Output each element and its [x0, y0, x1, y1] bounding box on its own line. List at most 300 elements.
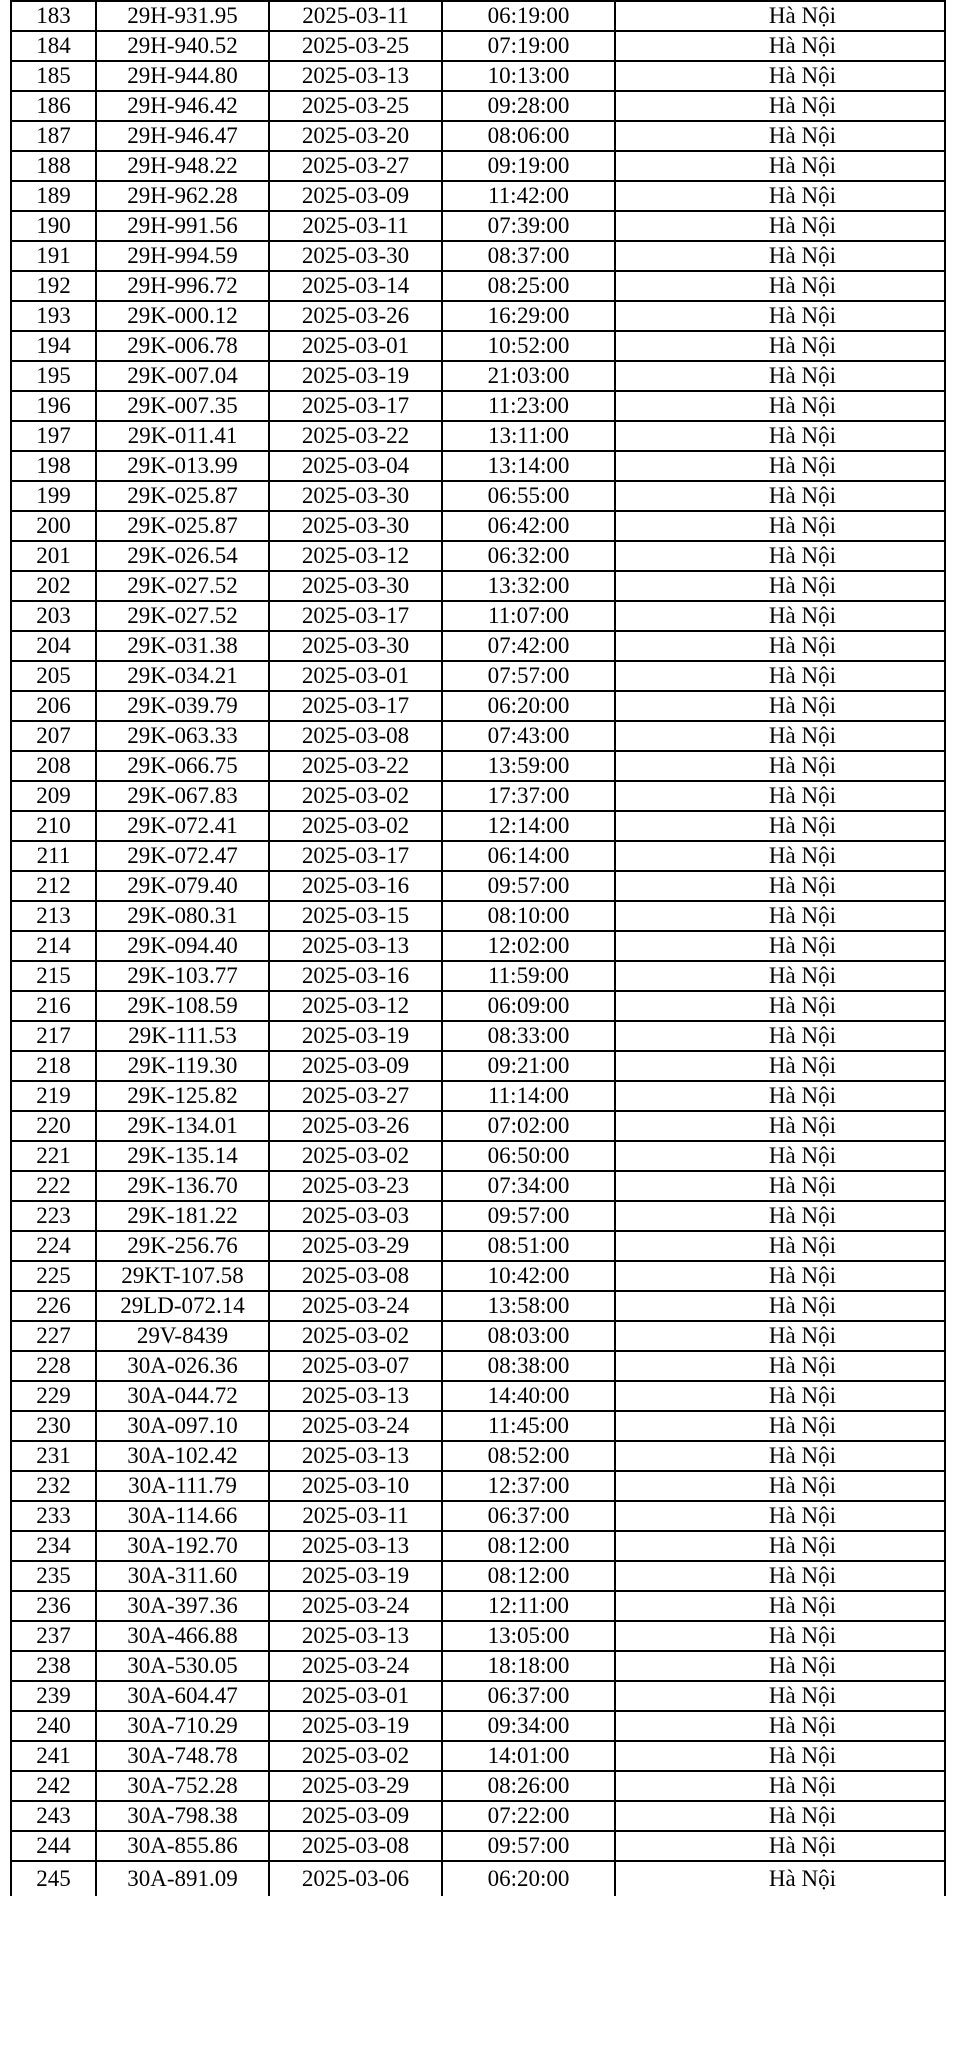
cell-city: Hà Nội — [615, 1141, 945, 1171]
cell-plate: 29K-025.87 — [96, 481, 269, 511]
cell-index: 225 — [11, 1261, 96, 1291]
cell-index: 195 — [11, 361, 96, 391]
cell-index: 205 — [11, 661, 96, 691]
cell-city: Hà Nội — [615, 1381, 945, 1411]
cell-index: 209 — [11, 781, 96, 811]
cell-time: 17:37:00 — [442, 781, 615, 811]
cell-plate: 29H-991.56 — [96, 211, 269, 241]
cell-plate: 29LD-072.14 — [96, 1291, 269, 1321]
table-row — [11, 1801, 945, 1831]
cell-time: 13:14:00 — [442, 451, 615, 481]
cell-index: 204 — [11, 631, 96, 661]
cell-date: 2025-03-13 — [269, 1381, 442, 1411]
cell-index: 217 — [11, 1021, 96, 1051]
table-row — [11, 1831, 945, 1861]
cell-plate: 30A-097.10 — [96, 1411, 269, 1441]
cell-plate: 29K-013.99 — [96, 451, 269, 481]
cell-date: 2025-03-03 — [269, 1201, 442, 1231]
cell-index: 187 — [11, 121, 96, 151]
cell-date: 2025-03-30 — [269, 481, 442, 511]
cell-date: 2025-03-22 — [269, 421, 442, 451]
cell-date: 2025-03-22 — [269, 751, 442, 781]
cell-city: Hà Nội — [615, 1051, 945, 1081]
cell-city: Hà Nội — [615, 1711, 945, 1741]
cell-plate: 30A-604.47 — [96, 1681, 269, 1711]
cell-time: 13:05:00 — [442, 1621, 615, 1651]
cell-plate: 29H-994.59 — [96, 241, 269, 271]
cell-time: 12:11:00 — [442, 1591, 615, 1621]
cell-plate: 30A-111.79 — [96, 1471, 269, 1501]
cell-plate: 29K-072.41 — [96, 811, 269, 841]
cell-city: Hà Nội — [615, 1231, 945, 1261]
cell-index: 206 — [11, 691, 96, 721]
cell-city: Hà Nội — [615, 1591, 945, 1621]
cell-time: 08:33:00 — [442, 1021, 615, 1051]
cell-time: 10:13:00 — [442, 61, 615, 91]
cell-index: 215 — [11, 961, 96, 991]
cell-time: 09:34:00 — [442, 1711, 615, 1741]
cell-date: 2025-03-29 — [269, 1771, 442, 1801]
cell-plate: 30A-102.42 — [96, 1441, 269, 1471]
cell-time: 13:32:00 — [442, 571, 615, 601]
cell-plate: 30A-397.36 — [96, 1591, 269, 1621]
cell-date: 2025-03-02 — [269, 781, 442, 811]
cell-plate: 30A-752.28 — [96, 1771, 269, 1801]
table-body — [11, 1, 945, 1896]
table-row — [11, 1441, 945, 1471]
cell-city: Hà Nội — [615, 1201, 945, 1231]
table-row — [11, 1351, 945, 1381]
cell-city: Hà Nội — [615, 931, 945, 961]
cell-city: Hà Nội — [615, 151, 945, 181]
cell-time: 07:42:00 — [442, 631, 615, 661]
cell-city: Hà Nội — [615, 451, 945, 481]
cell-plate: 29K-135.14 — [96, 1141, 269, 1171]
table-row — [11, 781, 945, 811]
cell-city: Hà Nội — [615, 991, 945, 1021]
cell-index: 234 — [11, 1531, 96, 1561]
cell-time: 09:57:00 — [442, 871, 615, 901]
cell-time: 07:19:00 — [442, 31, 615, 61]
cell-index: 223 — [11, 1201, 96, 1231]
cell-date: 2025-03-25 — [269, 91, 442, 121]
table-row — [11, 721, 945, 751]
cell-city: Hà Nội — [615, 1681, 945, 1711]
cell-city: Hà Nội — [615, 841, 945, 871]
cell-index: 216 — [11, 991, 96, 1021]
cell-city: Hà Nội — [615, 721, 945, 751]
cell-index: 232 — [11, 1471, 96, 1501]
cell-city: Hà Nội — [615, 901, 945, 931]
cell-index: 185 — [11, 61, 96, 91]
cell-date: 2025-03-14 — [269, 271, 442, 301]
cell-index: 188 — [11, 151, 96, 181]
cell-time: 09:28:00 — [442, 91, 615, 121]
table-row — [11, 1621, 945, 1651]
cell-time: 08:37:00 — [442, 241, 615, 271]
cell-date: 2025-03-09 — [269, 181, 442, 211]
cell-date: 2025-03-11 — [269, 1, 442, 31]
cell-time: 08:25:00 — [442, 271, 615, 301]
cell-city: Hà Nội — [615, 271, 945, 301]
cell-time: 08:12:00 — [442, 1561, 615, 1591]
cell-date: 2025-03-13 — [269, 61, 442, 91]
cell-date: 2025-03-07 — [269, 1351, 442, 1381]
cell-city: Hà Nội — [615, 1321, 945, 1351]
cell-time: 07:02:00 — [442, 1111, 615, 1141]
cell-city: Hà Nội — [615, 391, 945, 421]
table-row — [11, 121, 945, 151]
cell-time: 06:09:00 — [442, 991, 615, 1021]
table-row — [11, 961, 945, 991]
cell-plate: 29K-026.54 — [96, 541, 269, 571]
table-row — [11, 181, 945, 211]
cell-index: 203 — [11, 601, 96, 631]
cell-plate: 29H-940.52 — [96, 31, 269, 61]
cell-date: 2025-03-08 — [269, 721, 442, 751]
cell-city: Hà Nội — [615, 1171, 945, 1201]
cell-city: Hà Nội — [615, 1621, 945, 1651]
table-row — [11, 1711, 945, 1741]
cell-index: 233 — [11, 1501, 96, 1531]
cell-date: 2025-03-09 — [269, 1051, 442, 1081]
cell-time: 18:18:00 — [442, 1651, 615, 1681]
cell-time: 06:55:00 — [442, 481, 615, 511]
table-row — [11, 841, 945, 871]
table-row — [11, 991, 945, 1021]
cell-city: Hà Nội — [615, 751, 945, 781]
cell-city: Hà Nội — [615, 871, 945, 901]
table-row — [11, 61, 945, 91]
cell-plate: 29K-025.87 — [96, 511, 269, 541]
cell-plate: 29K-007.35 — [96, 391, 269, 421]
cell-date: 2025-03-17 — [269, 841, 442, 871]
cell-city: Hà Nội — [615, 91, 945, 121]
cell-city: Hà Nội — [615, 1441, 945, 1471]
cell-plate: 30A-192.70 — [96, 1531, 269, 1561]
cell-time: 08:06:00 — [442, 121, 615, 151]
cell-time: 08:26:00 — [442, 1771, 615, 1801]
cell-plate: 29V-8439 — [96, 1321, 269, 1351]
cell-time: 08:52:00 — [442, 1441, 615, 1471]
violations-table — [10, 0, 946, 1896]
table-row — [11, 1261, 945, 1291]
cell-index: 207 — [11, 721, 96, 751]
cell-index: 227 — [11, 1321, 96, 1351]
cell-city: Hà Nội — [615, 1651, 945, 1681]
cell-date: 2025-03-08 — [269, 1831, 442, 1861]
cell-time: 11:23:00 — [442, 391, 615, 421]
cell-city: Hà Nội — [615, 121, 945, 151]
cell-date: 2025-03-29 — [269, 1231, 442, 1261]
table-row — [11, 1141, 945, 1171]
cell-date: 2025-03-09 — [269, 1801, 442, 1831]
cell-index: 189 — [11, 181, 96, 211]
cell-time: 21:03:00 — [442, 361, 615, 391]
cell-city: Hà Nội — [615, 781, 945, 811]
cell-index: 220 — [11, 1111, 96, 1141]
cell-plate: 30A-748.78 — [96, 1741, 269, 1771]
cell-time: 11:45:00 — [442, 1411, 615, 1441]
table-row — [11, 751, 945, 781]
cell-date: 2025-03-19 — [269, 361, 442, 391]
cell-time: 06:19:00 — [442, 1, 615, 31]
cell-plate: 29H-946.42 — [96, 91, 269, 121]
cell-plate: 30A-891.09 — [96, 1861, 269, 1896]
table-row — [11, 1081, 945, 1111]
table-row — [11, 1231, 945, 1261]
cell-date: 2025-03-19 — [269, 1021, 442, 1051]
cell-date: 2025-03-01 — [269, 661, 442, 691]
table-row — [11, 1021, 945, 1051]
cell-city: Hà Nội — [615, 1501, 945, 1531]
table-row — [11, 631, 945, 661]
cell-index: 197 — [11, 421, 96, 451]
cell-date: 2025-03-30 — [269, 241, 442, 271]
cell-date: 2025-03-19 — [269, 1711, 442, 1741]
cell-date: 2025-03-13 — [269, 1441, 442, 1471]
table-row — [11, 271, 945, 301]
cell-time: 13:11:00 — [442, 421, 615, 451]
cell-time: 13:58:00 — [442, 1291, 615, 1321]
cell-time: 10:42:00 — [442, 1261, 615, 1291]
cell-city: Hà Nội — [615, 1111, 945, 1141]
cell-city: Hà Nội — [615, 301, 945, 331]
cell-index: 218 — [11, 1051, 96, 1081]
cell-time: 10:52:00 — [442, 331, 615, 361]
cell-plate: 29H-944.80 — [96, 61, 269, 91]
cell-plate: 29K-063.33 — [96, 721, 269, 751]
cell-index: 212 — [11, 871, 96, 901]
table-row — [11, 1741, 945, 1771]
cell-time: 14:40:00 — [442, 1381, 615, 1411]
table-row — [11, 871, 945, 901]
cell-time: 12:14:00 — [442, 811, 615, 841]
cell-index: 221 — [11, 1141, 96, 1171]
cell-index: 192 — [11, 271, 96, 301]
cell-date: 2025-03-27 — [269, 1081, 442, 1111]
cell-index: 239 — [11, 1681, 96, 1711]
table-row — [11, 1, 945, 31]
cell-date: 2025-03-19 — [269, 1561, 442, 1591]
cell-plate: 29H-996.72 — [96, 271, 269, 301]
cell-time: 09:57:00 — [442, 1201, 615, 1231]
cell-city: Hà Nội — [615, 1411, 945, 1441]
cell-time: 11:07:00 — [442, 601, 615, 631]
cell-time: 09:57:00 — [442, 1831, 615, 1861]
cell-city: Hà Nội — [615, 421, 945, 451]
table-row — [11, 1531, 945, 1561]
table-row — [11, 211, 945, 241]
cell-city: Hà Nội — [615, 661, 945, 691]
table-row — [11, 1771, 945, 1801]
cell-city: Hà Nội — [615, 1291, 945, 1321]
cell-index: 214 — [11, 931, 96, 961]
cell-date: 2025-03-27 — [269, 151, 442, 181]
table-row — [11, 481, 945, 511]
table-row — [11, 1171, 945, 1201]
cell-time: 07:43:00 — [442, 721, 615, 751]
cell-city: Hà Nội — [615, 241, 945, 271]
cell-date: 2025-03-26 — [269, 301, 442, 331]
cell-time: 07:34:00 — [442, 1171, 615, 1201]
cell-plate: 29H-931.95 — [96, 1, 269, 31]
cell-plate: 29K-006.78 — [96, 331, 269, 361]
cell-index: 202 — [11, 571, 96, 601]
cell-city: Hà Nội — [615, 811, 945, 841]
table-row — [11, 1051, 945, 1081]
cell-time: 12:37:00 — [442, 1471, 615, 1501]
cell-plate: 29K-000.12 — [96, 301, 269, 331]
cell-plate: 29H-946.47 — [96, 121, 269, 151]
cell-date: 2025-03-10 — [269, 1471, 442, 1501]
cell-date: 2025-03-01 — [269, 1681, 442, 1711]
cell-plate: 29K-136.70 — [96, 1171, 269, 1201]
cell-date: 2025-03-13 — [269, 931, 442, 961]
table-row — [11, 151, 945, 181]
table-row — [11, 1681, 945, 1711]
cell-index: 224 — [11, 1231, 96, 1261]
cell-date: 2025-03-26 — [269, 1111, 442, 1141]
cell-city: Hà Nội — [615, 601, 945, 631]
cell-city: Hà Nội — [615, 1801, 945, 1831]
cell-date: 2025-03-24 — [269, 1591, 442, 1621]
cell-plate: 29K-039.79 — [96, 691, 269, 721]
cell-date: 2025-03-02 — [269, 1141, 442, 1171]
cell-index: 235 — [11, 1561, 96, 1591]
cell-index: 237 — [11, 1621, 96, 1651]
table-row — [11, 91, 945, 121]
table-row — [11, 1501, 945, 1531]
cell-index: 184 — [11, 31, 96, 61]
table-row — [11, 1321, 945, 1351]
cell-time: 06:42:00 — [442, 511, 615, 541]
cell-city: Hà Nội — [615, 1021, 945, 1051]
cell-plate: 29K-103.77 — [96, 961, 269, 991]
cell-index: 186 — [11, 91, 96, 121]
cell-time: 08:38:00 — [442, 1351, 615, 1381]
table-row — [11, 511, 945, 541]
table-row — [11, 1591, 945, 1621]
cell-city: Hà Nội — [615, 61, 945, 91]
cell-index: 229 — [11, 1381, 96, 1411]
table-row — [11, 361, 945, 391]
cell-date: 2025-03-24 — [269, 1651, 442, 1681]
cell-plate: 29K-027.52 — [96, 601, 269, 631]
cell-time: 12:02:00 — [442, 931, 615, 961]
table-row — [11, 901, 945, 931]
cell-city: Hà Nội — [615, 31, 945, 61]
cell-date: 2025-03-17 — [269, 601, 442, 631]
cell-date: 2025-03-06 — [269, 1861, 442, 1896]
cell-index: 194 — [11, 331, 96, 361]
cell-city: Hà Nội — [615, 961, 945, 991]
cell-city: Hà Nội — [615, 1531, 945, 1561]
table-row — [11, 1561, 945, 1591]
cell-time: 11:14:00 — [442, 1081, 615, 1111]
cell-plate: 30A-855.86 — [96, 1831, 269, 1861]
cell-plate: 30A-798.38 — [96, 1801, 269, 1831]
cell-date: 2025-03-16 — [269, 871, 442, 901]
cell-index: 240 — [11, 1711, 96, 1741]
cell-index: 228 — [11, 1351, 96, 1381]
cell-city: Hà Nội — [615, 691, 945, 721]
cell-city: Hà Nội — [615, 361, 945, 391]
table-row — [11, 1291, 945, 1321]
table-row — [11, 691, 945, 721]
cell-date: 2025-03-01 — [269, 331, 442, 361]
cell-time: 06:37:00 — [442, 1681, 615, 1711]
cell-index: 191 — [11, 241, 96, 271]
table-row — [11, 31, 945, 61]
cell-index: 231 — [11, 1441, 96, 1471]
cell-index: 200 — [11, 511, 96, 541]
cell-plate: 29K-031.38 — [96, 631, 269, 661]
cell-time: 08:03:00 — [442, 1321, 615, 1351]
cell-city: Hà Nội — [615, 1351, 945, 1381]
cell-plate: 30A-311.60 — [96, 1561, 269, 1591]
cell-time: 08:10:00 — [442, 901, 615, 931]
cell-index: 238 — [11, 1651, 96, 1681]
cell-plate: 30A-530.05 — [96, 1651, 269, 1681]
table-row — [11, 1111, 945, 1141]
cell-city: Hà Nội — [615, 1831, 945, 1861]
cell-city: Hà Nội — [615, 181, 945, 211]
table-row — [11, 451, 945, 481]
cell-date: 2025-03-13 — [269, 1531, 442, 1561]
cell-plate: 30A-710.29 — [96, 1711, 269, 1741]
cell-plate: 30A-466.88 — [96, 1621, 269, 1651]
cell-date: 2025-03-04 — [269, 451, 442, 481]
cell-date: 2025-03-02 — [269, 1321, 442, 1351]
cell-index: 190 — [11, 211, 96, 241]
cell-date: 2025-03-24 — [269, 1291, 442, 1321]
table-row — [11, 571, 945, 601]
table-row — [11, 931, 945, 961]
cell-date: 2025-03-12 — [269, 991, 442, 1021]
cell-date: 2025-03-23 — [269, 1171, 442, 1201]
cell-plate: 29K-094.40 — [96, 931, 269, 961]
cell-date: 2025-03-11 — [269, 1501, 442, 1531]
cell-time: 08:12:00 — [442, 1531, 615, 1561]
cell-plate: 29K-111.53 — [96, 1021, 269, 1051]
cell-plate: 30A-026.36 — [96, 1351, 269, 1381]
cell-index: 196 — [11, 391, 96, 421]
cell-plate: 29K-007.04 — [96, 361, 269, 391]
cell-index: 193 — [11, 301, 96, 331]
cell-city: Hà Nội — [615, 1081, 945, 1111]
cell-date: 2025-03-11 — [269, 211, 442, 241]
cell-time: 14:01:00 — [442, 1741, 615, 1771]
table-row — [11, 241, 945, 271]
table-row — [11, 1861, 945, 1896]
cell-city: Hà Nội — [615, 1261, 945, 1291]
cell-city: Hà Nội — [615, 481, 945, 511]
cell-date: 2025-03-15 — [269, 901, 442, 931]
cell-time: 11:59:00 — [442, 961, 615, 991]
cell-plate: 29K-108.59 — [96, 991, 269, 1021]
cell-plate: 29KT-107.58 — [96, 1261, 269, 1291]
cell-index: 241 — [11, 1741, 96, 1771]
cell-date: 2025-03-30 — [269, 571, 442, 601]
cell-time: 06:20:00 — [442, 1861, 615, 1896]
cell-index: 244 — [11, 1831, 96, 1861]
table-row — [11, 1651, 945, 1681]
cell-time: 09:21:00 — [442, 1051, 615, 1081]
cell-time: 06:20:00 — [442, 691, 615, 721]
cell-plate: 29K-125.82 — [96, 1081, 269, 1111]
cell-index: 219 — [11, 1081, 96, 1111]
